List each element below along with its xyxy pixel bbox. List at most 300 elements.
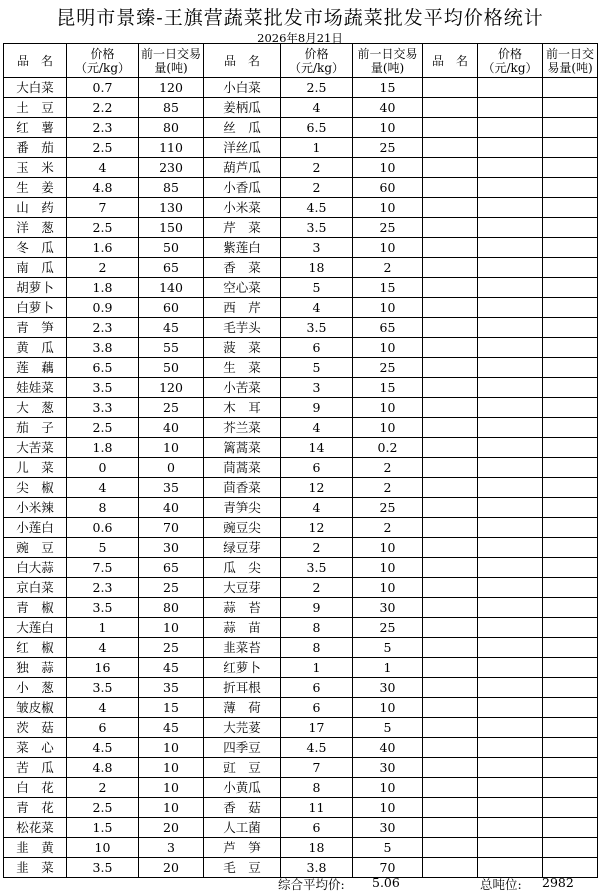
cell-volume: 130 <box>139 198 204 218</box>
empty-cell <box>478 458 543 478</box>
table-body <box>4 78 598 878</box>
empty-cell <box>478 778 543 798</box>
empty-cell <box>478 838 543 858</box>
cell-volume: 65 <box>139 258 204 278</box>
cell-volume: 30 <box>353 678 423 698</box>
empty-cell <box>543 378 598 398</box>
table-row <box>4 758 598 778</box>
cell-name: 空心菜 <box>204 278 281 298</box>
cell-price: 0.9 <box>67 298 139 318</box>
cell-price: 3.5 <box>67 378 139 398</box>
empty-cell <box>478 698 543 718</box>
cell-price: 6 <box>281 338 353 358</box>
table-row <box>4 398 598 418</box>
cell-price: 14 <box>281 438 353 458</box>
empty-cell <box>478 598 543 618</box>
cell-name: 豌豆尖 <box>204 518 281 538</box>
empty-cell <box>478 178 543 198</box>
header-volume-2: 前一日交易量(吨) <box>353 44 423 78</box>
header-name-2: 品 名 <box>204 44 281 78</box>
table-row <box>4 698 598 718</box>
cell-price: 2.5 <box>67 218 139 238</box>
empty-cell <box>543 658 598 678</box>
empty-cell <box>423 338 478 358</box>
empty-cell <box>543 618 598 638</box>
empty-cell <box>423 298 478 318</box>
cell-name: 香 菇 <box>204 798 281 818</box>
empty-cell <box>423 498 478 518</box>
cell-price: 18 <box>281 258 353 278</box>
cell-price: 5 <box>67 538 139 558</box>
cell-volume: 30 <box>353 818 423 838</box>
cell-volume: 10 <box>353 298 423 318</box>
cell-price: 4 <box>67 698 139 718</box>
cell-price: 2.5 <box>67 418 139 438</box>
table-row <box>4 678 598 698</box>
table-row <box>4 178 598 198</box>
cell-name: 大豆芽 <box>204 578 281 598</box>
header-name-3: 品 名 <box>423 44 478 78</box>
cell-price: 0 <box>67 458 139 478</box>
cell-volume: 80 <box>139 118 204 138</box>
empty-cell <box>423 458 478 478</box>
cell-volume: 15 <box>353 378 423 398</box>
cell-volume: 10 <box>353 538 423 558</box>
cell-name: 青 笋 <box>4 318 67 338</box>
table-row <box>4 558 598 578</box>
empty-cell <box>423 78 478 98</box>
empty-cell <box>423 138 478 158</box>
table-row <box>4 578 598 598</box>
cell-volume: 25 <box>353 138 423 158</box>
cell-volume: 10 <box>139 778 204 798</box>
cell-name: 豇 豆 <box>204 758 281 778</box>
header-name-1: 品 名 <box>4 44 67 78</box>
table-row <box>4 298 598 318</box>
cell-name: 洋 葱 <box>4 218 67 238</box>
cell-price: 2.3 <box>67 118 139 138</box>
empty-cell <box>543 738 598 758</box>
cell-volume: 10 <box>139 798 204 818</box>
empty-cell <box>423 118 478 138</box>
average-price-value: 5.06 <box>372 875 400 890</box>
table-row <box>4 778 598 798</box>
cell-name: 洋丝瓜 <box>204 138 281 158</box>
empty-cell <box>423 478 478 498</box>
empty-cell <box>478 198 543 218</box>
empty-cell <box>478 318 543 338</box>
table-row <box>4 598 598 618</box>
cell-price: 4 <box>281 298 353 318</box>
cell-price: 1.8 <box>67 278 139 298</box>
table-row <box>4 358 598 378</box>
cell-name: 芹 菜 <box>204 218 281 238</box>
empty-cell <box>543 778 598 798</box>
cell-price: 1.8 <box>67 438 139 458</box>
cell-price: 6 <box>67 718 139 738</box>
cell-price: 4.5 <box>281 738 353 758</box>
cell-price: 3.5 <box>281 218 353 238</box>
empty-cell <box>423 278 478 298</box>
empty-cell <box>543 638 598 658</box>
empty-cell <box>478 98 543 118</box>
cell-volume: 45 <box>139 318 204 338</box>
cell-name: 菜 心 <box>4 738 67 758</box>
cell-volume: 1 <box>353 658 423 678</box>
empty-cell <box>543 538 598 558</box>
cell-volume: 25 <box>353 498 423 518</box>
empty-cell <box>478 618 543 638</box>
empty-cell <box>423 578 478 598</box>
cell-price: 2 <box>281 158 353 178</box>
cell-name: 茼蒿菜 <box>204 458 281 478</box>
cell-price: 6.5 <box>67 358 139 378</box>
empty-cell <box>543 558 598 578</box>
cell-volume: 0 <box>139 458 204 478</box>
cell-volume: 110 <box>139 138 204 158</box>
empty-cell <box>543 598 598 618</box>
cell-volume: 60 <box>139 298 204 318</box>
cell-name: 西 芹 <box>204 298 281 318</box>
cell-name: 冬 瓜 <box>4 238 67 258</box>
cell-volume: 120 <box>139 378 204 398</box>
table-row <box>4 78 598 98</box>
cell-name: 小 葱 <box>4 678 67 698</box>
cell-volume: 2 <box>353 518 423 538</box>
table-row <box>4 538 598 558</box>
header-volume-1: 前一日交易量(吨) <box>139 44 204 78</box>
cell-name: 薄 荷 <box>204 698 281 718</box>
cell-name: 豌 豆 <box>4 538 67 558</box>
cell-price: 8 <box>281 638 353 658</box>
cell-name: 小苦菜 <box>204 378 281 398</box>
cell-name: 生 菜 <box>204 358 281 378</box>
header-row <box>4 44 598 78</box>
cell-volume: 2 <box>353 478 423 498</box>
total-tonnage-label: 总吨位: <box>480 877 522 892</box>
empty-cell <box>423 638 478 658</box>
cell-name: 玉 米 <box>4 158 67 178</box>
cell-name: 苦 瓜 <box>4 758 67 778</box>
empty-cell <box>423 838 478 858</box>
cell-volume: 5 <box>353 838 423 858</box>
empty-cell <box>543 758 598 778</box>
cell-volume: 10 <box>353 198 423 218</box>
cell-volume: 230 <box>139 158 204 178</box>
cell-volume: 10 <box>353 118 423 138</box>
cell-name: 韭菜苔 <box>204 638 281 658</box>
empty-cell <box>423 618 478 638</box>
cell-price: 8 <box>281 778 353 798</box>
table-row <box>4 638 598 658</box>
cell-volume: 10 <box>353 798 423 818</box>
cell-price: 2.3 <box>67 578 139 598</box>
empty-cell <box>423 698 478 718</box>
empty-cell <box>543 278 598 298</box>
cell-volume: 25 <box>139 638 204 658</box>
cell-volume: 45 <box>139 718 204 738</box>
cell-name: 茨 菇 <box>4 718 67 738</box>
cell-name: 菠 菜 <box>204 338 281 358</box>
cell-name: 皱皮椒 <box>4 698 67 718</box>
cell-name: 大芫荽 <box>204 718 281 738</box>
empty-cell <box>478 678 543 698</box>
cell-volume: 60 <box>353 178 423 198</box>
empty-cell <box>543 198 598 218</box>
empty-cell <box>478 278 543 298</box>
cell-name: 青 椒 <box>4 598 67 618</box>
table-row <box>4 438 598 458</box>
cell-name: 大 葱 <box>4 398 67 418</box>
cell-price: 4 <box>281 418 353 438</box>
table-row <box>4 798 598 818</box>
cell-volume: 40 <box>353 98 423 118</box>
cell-name: 毛芋头 <box>204 318 281 338</box>
table-row <box>4 318 598 338</box>
empty-cell <box>543 798 598 818</box>
empty-cell <box>543 678 598 698</box>
table-row <box>4 118 598 138</box>
empty-cell <box>478 218 543 238</box>
empty-cell <box>423 398 478 418</box>
cell-volume: 35 <box>139 678 204 698</box>
empty-cell <box>543 158 598 178</box>
empty-cell <box>478 498 543 518</box>
cell-name: 蒜 苗 <box>204 618 281 638</box>
cell-volume: 40 <box>139 498 204 518</box>
cell-name: 白 花 <box>4 778 67 798</box>
cell-name: 娃娃菜 <box>4 378 67 398</box>
cell-name: 青 花 <box>4 798 67 818</box>
cell-price: 4.8 <box>67 758 139 778</box>
cell-volume: 150 <box>139 218 204 238</box>
empty-cell <box>423 218 478 238</box>
cell-volume: 10 <box>139 738 204 758</box>
empty-cell <box>423 258 478 278</box>
cell-name: 南 瓜 <box>4 258 67 278</box>
empty-cell <box>543 838 598 858</box>
cell-volume: 45 <box>139 658 204 678</box>
cell-volume: 5 <box>353 638 423 658</box>
empty-cell <box>423 518 478 538</box>
header-price-1: 价格（元/kg） <box>67 44 139 78</box>
empty-cell <box>543 98 598 118</box>
empty-cell <box>478 438 543 458</box>
cell-name: 茴香菜 <box>204 478 281 498</box>
empty-cell <box>478 398 543 418</box>
cell-name: 山 药 <box>4 198 67 218</box>
table-row <box>4 278 598 298</box>
cell-name: 独 蒜 <box>4 658 67 678</box>
empty-cell <box>423 798 478 818</box>
empty-cell <box>478 538 543 558</box>
empty-cell <box>423 598 478 618</box>
cell-volume: 25 <box>353 358 423 378</box>
empty-cell <box>543 318 598 338</box>
cell-volume: 10 <box>353 778 423 798</box>
cell-name: 毛 豆 <box>204 858 281 878</box>
cell-name: 韭 黄 <box>4 838 67 858</box>
empty-cell <box>543 438 598 458</box>
cell-name: 姜柄瓜 <box>204 98 281 118</box>
table-row <box>4 718 598 738</box>
empty-cell <box>423 378 478 398</box>
cell-price: 2.2 <box>67 98 139 118</box>
cell-price: 16 <box>67 658 139 678</box>
cell-price: 2.5 <box>281 78 353 98</box>
cell-price: 4.5 <box>281 198 353 218</box>
cell-price: 5 <box>281 278 353 298</box>
cell-name: 小黄瓜 <box>204 778 281 798</box>
cell-price: 1 <box>281 138 353 158</box>
empty-cell <box>543 78 598 98</box>
cell-price: 3.5 <box>67 678 139 698</box>
empty-cell <box>423 358 478 378</box>
empty-cell <box>423 658 478 678</box>
cell-volume: 10 <box>353 418 423 438</box>
cell-price: 2.5 <box>67 138 139 158</box>
cell-volume: 10 <box>353 398 423 418</box>
cell-price: 8 <box>281 618 353 638</box>
table-row <box>4 158 598 178</box>
cell-price: 3.5 <box>281 318 353 338</box>
empty-cell <box>543 178 598 198</box>
cell-volume: 30 <box>139 538 204 558</box>
cell-volume: 50 <box>139 238 204 258</box>
cell-volume: 20 <box>139 858 204 878</box>
table-row <box>4 478 598 498</box>
empty-cell <box>478 418 543 438</box>
cell-price: 6 <box>281 458 353 478</box>
cell-name: 小米辣 <box>4 498 67 518</box>
empty-cell <box>423 438 478 458</box>
empty-cell <box>543 238 598 258</box>
cell-price: 4.5 <box>67 738 139 758</box>
cell-price: 4 <box>281 498 353 518</box>
empty-cell <box>478 658 543 678</box>
table-row <box>4 658 598 678</box>
empty-cell <box>478 578 543 598</box>
cell-volume: 50 <box>139 358 204 378</box>
cell-price: 1.6 <box>67 238 139 258</box>
header-price-2: 价格（元/kg） <box>281 44 353 78</box>
cell-price: 18 <box>281 838 353 858</box>
empty-cell <box>478 638 543 658</box>
cell-name: 大苦菜 <box>4 438 67 458</box>
cell-name: 紫莲白 <box>204 238 281 258</box>
empty-cell <box>478 818 543 838</box>
cell-volume: 10 <box>353 558 423 578</box>
empty-cell <box>478 238 543 258</box>
cell-price: 4 <box>281 98 353 118</box>
cell-price: 6 <box>281 698 353 718</box>
table-row <box>4 498 598 518</box>
cell-name: 芦 笋 <box>204 838 281 858</box>
cell-price: 3 <box>281 378 353 398</box>
cell-price: 3.5 <box>281 558 353 578</box>
cell-name: 番 茄 <box>4 138 67 158</box>
empty-cell <box>478 558 543 578</box>
cell-price: 2 <box>281 538 353 558</box>
table-row <box>4 378 598 398</box>
cell-price: 6 <box>281 678 353 698</box>
empty-cell <box>478 118 543 138</box>
empty-cell <box>478 338 543 358</box>
cell-volume: 140 <box>139 278 204 298</box>
cell-volume: 120 <box>139 78 204 98</box>
cell-name: 小米菜 <box>204 198 281 218</box>
cell-price: 4 <box>67 638 139 658</box>
cell-name: 小香瓜 <box>204 178 281 198</box>
cell-volume: 55 <box>139 338 204 358</box>
cell-price: 7 <box>67 198 139 218</box>
empty-cell <box>423 178 478 198</box>
cell-volume: 85 <box>139 178 204 198</box>
table-row <box>4 218 598 238</box>
cell-name: 儿 菜 <box>4 458 67 478</box>
table-row <box>4 198 598 218</box>
cell-volume: 25 <box>353 218 423 238</box>
empty-cell <box>543 418 598 438</box>
empty-cell <box>543 518 598 538</box>
cell-name: 芥兰菜 <box>204 418 281 438</box>
cell-volume: 40 <box>139 418 204 438</box>
cell-volume: 25 <box>139 398 204 418</box>
cell-volume: 15 <box>353 78 423 98</box>
empty-cell <box>478 378 543 398</box>
empty-cell <box>423 558 478 578</box>
cell-price: 12 <box>281 518 353 538</box>
cell-price: 4.8 <box>67 178 139 198</box>
cell-price: 2 <box>67 258 139 278</box>
cell-volume: 65 <box>353 318 423 338</box>
cell-name: 香 菜 <box>204 258 281 278</box>
empty-cell <box>423 778 478 798</box>
empty-cell <box>543 218 598 238</box>
cell-name: 大莲白 <box>4 618 67 638</box>
cell-name: 尖 椒 <box>4 478 67 498</box>
cell-volume: 10 <box>353 158 423 178</box>
cell-volume: 30 <box>353 758 423 778</box>
cell-volume: 15 <box>139 698 204 718</box>
cell-name: 蒜 苔 <box>204 598 281 618</box>
empty-cell <box>543 698 598 718</box>
cell-price: 4 <box>67 478 139 498</box>
cell-price: 6.5 <box>281 118 353 138</box>
cell-name: 茄 子 <box>4 418 67 438</box>
cell-name: 土 豆 <box>4 98 67 118</box>
cell-volume: 3 <box>139 838 204 858</box>
cell-volume: 10 <box>353 338 423 358</box>
cell-price: 0.7 <box>67 78 139 98</box>
cell-name: 瓜 尖 <box>204 558 281 578</box>
cell-name: 篱蒿菜 <box>204 438 281 458</box>
cell-name: 绿豆芽 <box>204 538 281 558</box>
cell-volume: 25 <box>353 618 423 638</box>
cell-volume: 10 <box>139 618 204 638</box>
empty-cell <box>543 338 598 358</box>
empty-cell <box>423 198 478 218</box>
cell-volume: 35 <box>139 478 204 498</box>
cell-name: 大白菜 <box>4 78 67 98</box>
cell-price: 3 <box>281 238 353 258</box>
empty-cell <box>478 78 543 98</box>
empty-cell <box>543 358 598 378</box>
cell-price: 9 <box>281 398 353 418</box>
empty-cell <box>478 798 543 818</box>
cell-name: 松花菜 <box>4 818 67 838</box>
table-row <box>4 738 598 758</box>
